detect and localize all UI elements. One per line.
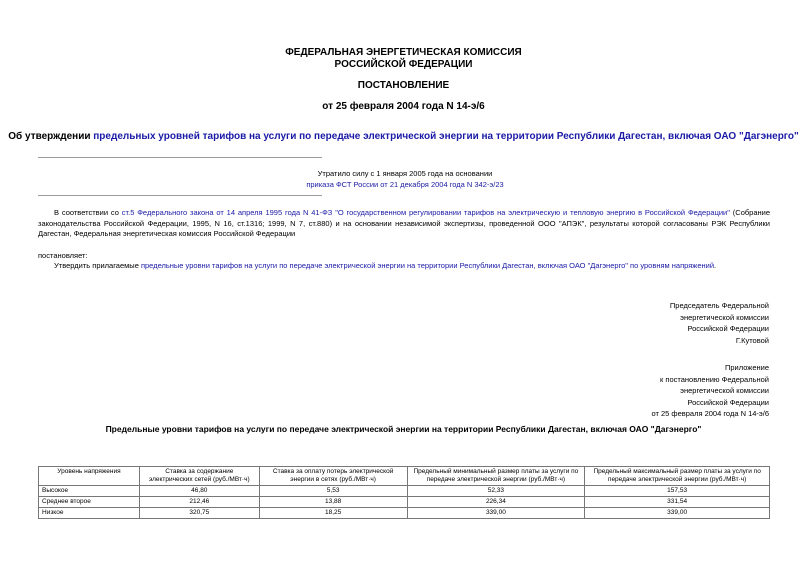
cell-network-rate: 46,80 — [139, 486, 259, 497]
status-note — [240, 169, 570, 190]
appendix-line4: Российской Федерации — [687, 397, 769, 407]
preamble-text-a: В соответствии со — [54, 208, 122, 217]
appendix-block — [569, 362, 769, 420]
resolves-paragraph — [38, 261, 770, 272]
header-voltage-level: Уровень напряжения — [39, 467, 140, 486]
table-row — [39, 508, 770, 519]
header-loss-rate: Ставка за оплату потерь электрической энергии в сетях (руб./МВт·ч) — [259, 467, 407, 486]
table-row — [39, 486, 770, 497]
separator-top — [38, 157, 322, 158]
signature-line1: Председатель Федеральной — [669, 301, 769, 310]
header-max-fee: Предельный максимальный размер платы за услуги по передаче электрической энергии (руб./МВт·ч) — [585, 467, 770, 486]
cell-voltage-level: Среднее второе — [39, 497, 140, 508]
cell-min-fee: 226,34 — [407, 497, 585, 508]
title-prefix: Об утверждении — [8, 131, 94, 142]
preamble-paragraph — [38, 208, 770, 240]
cell-min-fee: 52,33 — [407, 486, 585, 497]
tariff-table — [38, 466, 770, 519]
cell-max-fee: 331,54 — [585, 497, 770, 508]
document-type: ПОСТАНОВЛЕНИЕ — [357, 80, 450, 91]
appendix-line2: к постановлению Федеральной — [660, 374, 769, 384]
cell-loss-rate: 18,25 — [259, 508, 407, 519]
cell-min-fee: 339,00 — [407, 508, 585, 519]
header-min-fee: Предельный минимальный размер платы за услуги по передаче электрической энергии (руб./МВт·ч) — [407, 467, 585, 486]
signature-name: Г.Кутовой — [735, 335, 769, 345]
resolves-text-b: . — [714, 261, 717, 270]
cell-network-rate: 320,75 — [139, 508, 259, 519]
document-title — [0, 131, 807, 143]
appendix-line1: Приложение — [725, 363, 769, 372]
appendix-line3: энергетической комиссии — [680, 386, 769, 395]
status-link[interactable]: приказа ФСТ России от 21 декабря 2004 года N 342-э/23 — [306, 179, 504, 189]
cell-max-fee: 157,53 — [585, 486, 770, 497]
resolves-text-a: Утвердить прилагаемые — [54, 261, 141, 270]
document-date: от 25 февраля 2004 года N 14-э/6 — [322, 101, 485, 112]
cell-loss-rate: 5,53 — [259, 486, 407, 497]
title-link[interactable]: предельных уровней тарифов на услуги по передаче электрической энергии на территории Республики Дагестан, включая ОАО "Дагэнерго" — [93, 131, 799, 142]
signature-line2: энергетической комиссии — [680, 312, 769, 322]
cell-network-rate: 212,46 — [139, 497, 259, 508]
resolves-label: постановляет: — [38, 251, 88, 260]
preamble-text-b: (Собрание законодательства Российской Федерации, 1995, N 16, ст.1316; 1999, N 7, ст.880) и на основании независимой экспертизы, проведенной ООО "АПЭК", результаты которой согласованы РЭК Республики Дагестан, Федеральная энергетическая комиссия Российской Федерации — [38, 208, 771, 238]
status-line: Утратило силу с 1 января 2005 года на основании — [317, 169, 493, 178]
tariffs-link[interactable]: предельные уровни тарифов на услуги по передаче электрической энергии на территории Республики Дагестан, включая ОАО "Дагэнерго" по уровням напряжений — [140, 261, 715, 270]
separator-bottom — [38, 195, 322, 196]
commission-name-line2: РОССИЙСКОЙ ФЕДЕРАЦИИ — [334, 59, 473, 70]
law-link[interactable]: ст.5 Федерального закона от 14 апреля 1995 года N 41-ФЗ "О государственном регулировании тарифов на электрическую и тепловую энергию в Российской Федерации" — [121, 208, 730, 217]
table-row — [39, 497, 770, 508]
cell-loss-rate: 13,88 — [259, 497, 407, 508]
commission-name-line1: ФЕДЕРАЛЬНАЯ ЭНЕРГЕТИЧЕСКАЯ КОМИССИЯ — [285, 47, 522, 58]
cell-voltage-level: Высокое — [39, 486, 140, 497]
cell-voltage-level: Низкое — [39, 508, 140, 519]
signature-line3: Российской Федерации — [687, 324, 769, 333]
appendix-line5: от 25 февраля 2004 года N 14-э/6 — [651, 409, 769, 418]
document-header — [0, 47, 807, 71]
header-network-rate: Ставка за содержание электрических сетей (руб./МВт·ч) — [139, 467, 259, 486]
signature-block — [569, 300, 769, 346]
cell-max-fee: 339,00 — [585, 508, 770, 519]
table-title: Предельные уровни тарифов на услуги по передаче электрической энергии на территории Республики Дагестан, включая ОАО "Дагэнерго" — [105, 424, 702, 434]
table-header-row — [39, 467, 770, 486]
